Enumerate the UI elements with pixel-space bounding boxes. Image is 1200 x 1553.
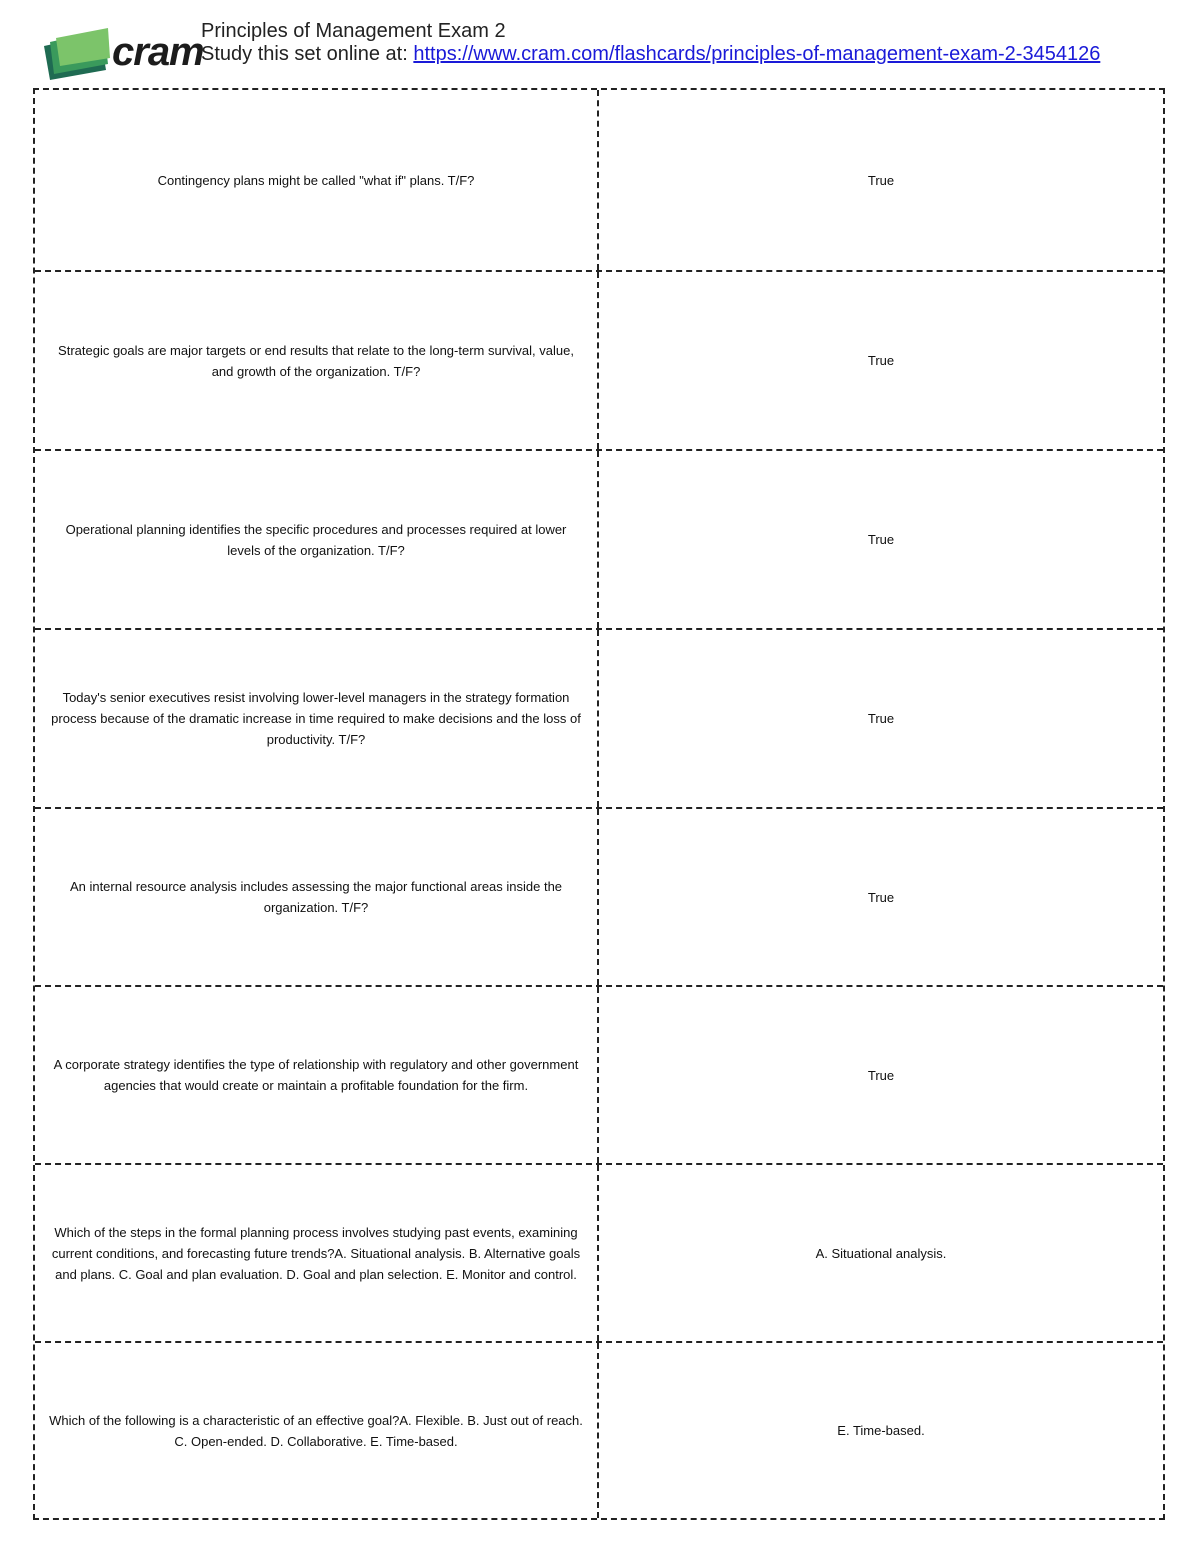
flashcard-row <box>35 985 1163 1163</box>
flashcard-question: Operational planning identifies the specific procedures and processes required at lower levels of the organization. T/F? <box>35 451 599 628</box>
flashcard-question: A corporate strategy identifies the type of relationship with regulatory and other government agencies that would create or maintain a profitable foundation for the firm. <box>35 987 599 1163</box>
flashcard-row <box>35 449 1163 628</box>
flashcard-question: Contingency plans might be called "what if" plans. T/F? <box>35 90 599 270</box>
flashcard-row <box>35 807 1163 985</box>
flashcard-question: Today's senior executives resist involving lower-level managers in the strategy formation process because of the dramatic increase in time required to make decisions and the loss of productivity. T/F? <box>35 630 599 807</box>
flashcard-answer: True <box>867 532 895 547</box>
flashcard-sheet <box>33 88 1165 1520</box>
flashcard-row <box>35 628 1163 807</box>
header-text <box>201 20 1161 66</box>
flashcard-answer: True <box>867 353 895 368</box>
page-title: Principles of Management Exam 2 <box>201 20 506 42</box>
flashcard-question: Strategic goals are major targets or end results that relate to the long-term survival, value, and growth of the organization. T/F? <box>35 272 599 449</box>
logo-wordmark: cram <box>112 30 204 74</box>
study-prefix: Study this set online at: <box>201 43 408 65</box>
cram-logo <box>40 24 204 84</box>
flashcard-answer: True <box>867 889 895 905</box>
page-header <box>40 20 1170 88</box>
flashcard-question: Which of the following is a characteristic of an effective goal?A. Flexible. B. Just out of reach. C. Open-ended. D. Collaborative. E. Time-based. <box>35 1343 599 1518</box>
flashcard-row <box>35 1163 1163 1341</box>
flashcard-answer: True <box>867 711 895 726</box>
flashcard-row <box>35 1341 1163 1518</box>
flashcard-row <box>35 90 1163 270</box>
flashcard-answer: E. Time-based. <box>837 1423 925 1438</box>
cram-logo-icon <box>40 24 120 84</box>
flashcard-answer: True <box>867 1067 895 1083</box>
flashcard-question: An internal resource analysis includes assessing the major functional areas inside the organization. T/F? <box>35 809 599 985</box>
study-link[interactable]: https://www.cram.com/flashcards/principles-of-management-exam-2-3454126 <box>413 43 1101 65</box>
flashcard-question: Which of the steps in the formal planning process involves studying past events, examining current conditions, and forecasting future trends?A. Situational analysis. B. Alternative goals and plans. C. Goal and plan evaluation. D. Goal and plan selection. E. Monitor and control. <box>35 1165 599 1341</box>
flashcard-answer: True <box>867 172 895 188</box>
flashcard-row <box>35 270 1163 449</box>
flashcard-answer: A. Situational analysis. <box>815 1245 947 1261</box>
